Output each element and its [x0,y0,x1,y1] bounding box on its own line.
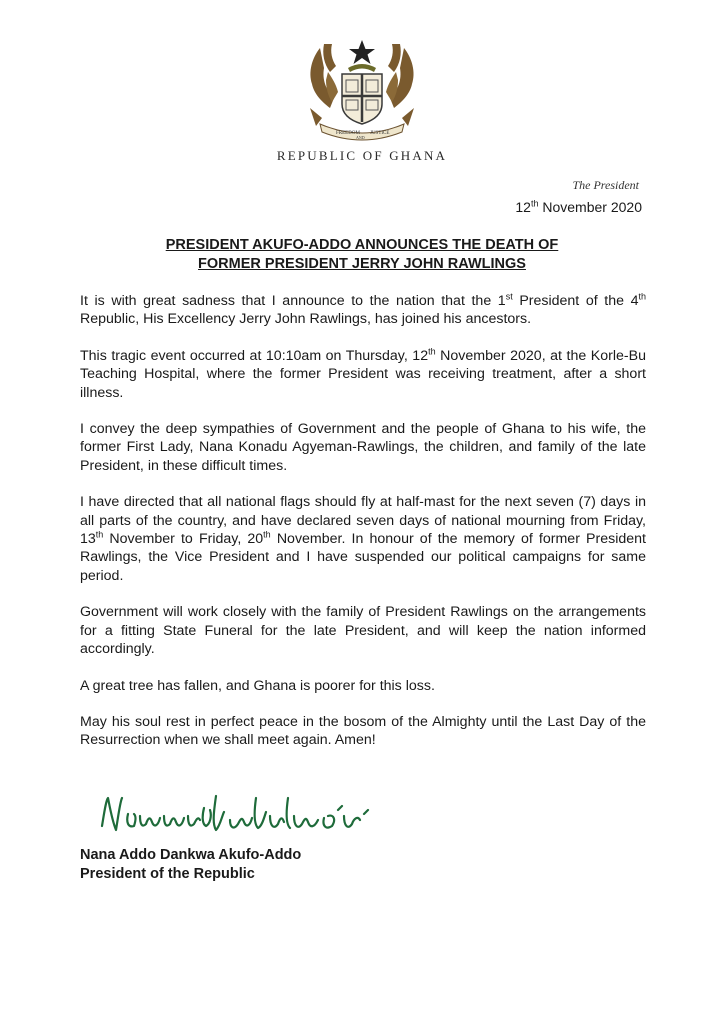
paragraph-2: This tragic event occurred at 10:10am on Thursday, 12th November 2020, at the Korle-Bu Teaching Hospital, where the former President was receiving treatment, after a short illness. [80,346,646,401]
document-date: 12th November 2020 [515,198,642,215]
paragraph-3: I convey the deep sympathies of Government and the people of Ghana to his wife, the former First Lady, Nana Konadu Agyeman-Rawlings, the children, and family of the late President, in these difficult times. [80,421,646,474]
paragraph-1: It is with great sadness that I announce to the nation that the 1st President of the 4th Republic, His Excellency Jerry John Rawlings, has joined his ancestors. [80,291,646,328]
crest-motto-center: AND [356,135,365,140]
paragraph-4: I have directed that all national flags should fly at half-mast for the next seven (7) days in all parts of the country, and have declared seven days of national mourning from Friday, 13th November to Friday, 20th November. In honour of the memory of former President Rawlings, the Vice President and I have suspended our political campaigns for same period. [80,494,646,584]
signatory-title: President of the Republic [80,866,255,882]
headline [0,236,724,274]
office-label: The President [572,178,639,192]
handwritten-signature [92,786,422,846]
headline-line-2: FORMER PRESIDENT JERRY JOHN RAWLINGS [198,256,526,272]
headline-line-1: PRESIDENT AKUFO-ADDO ANNOUNCES THE DEATH OF [165,237,559,253]
signatory-name: Nana Addo Dankwa Akufo-Addo [80,847,302,863]
crest-motto-right: JUSTICE [370,131,390,136]
paragraph-6: A great tree has fallen, and Ghana is poorer for this loss. [80,677,435,694]
paragraph-7: May his soul rest in perfect peace in the bosom of the Almighty until the Last Day of the Resurrection when we shall meet again. Amen! [80,713,646,749]
crest-motto-left: FREEDOM [336,131,360,136]
statement-body [80,292,646,750]
ghana-coat-of-arms-icon [302,38,422,142]
country-heading: REPUBLIC OF GHANA [276,148,448,163]
paragraph-5: Government will work closely with the family of President Rawlings on the arrangements for a fitting State Funeral for the late President, and will keep the nation informed accordingly. [80,604,646,658]
signatory-block [80,846,301,884]
